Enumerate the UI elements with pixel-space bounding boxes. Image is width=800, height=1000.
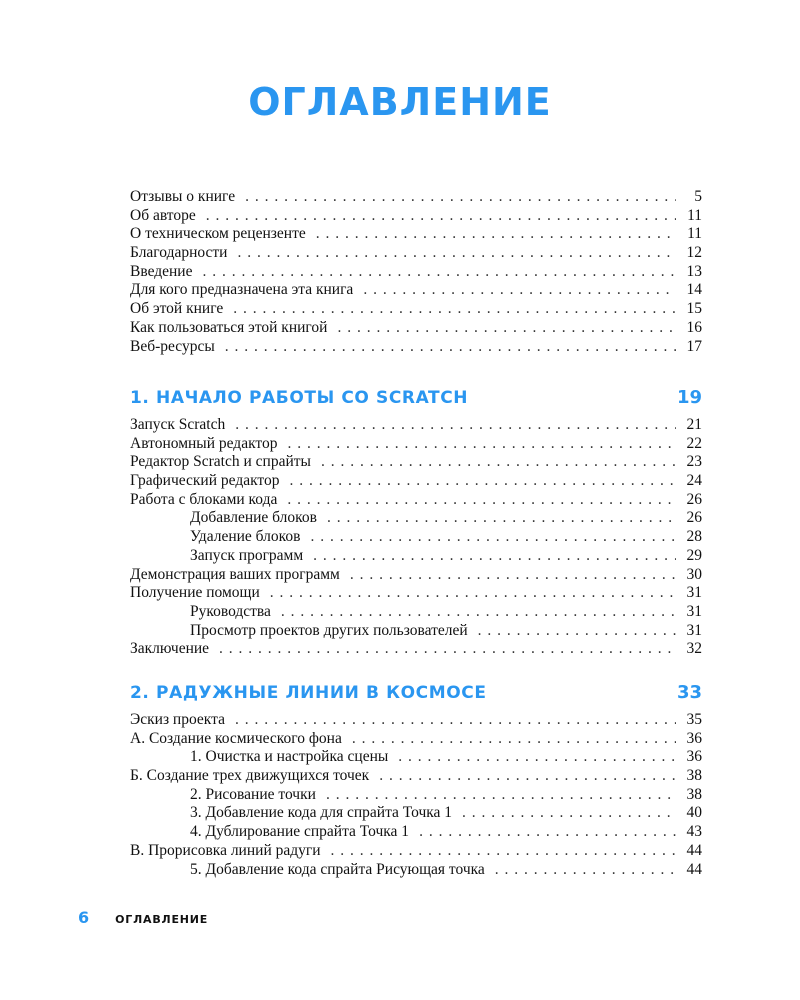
toc-entry-label: Удаление блоков [190,528,301,546]
dot-leader [321,453,676,472]
toc-entry[interactable] [130,188,702,207]
toc-entry-label: Об авторе [130,206,196,224]
chapter-heading[interactable] [130,386,702,416]
toc-subentry[interactable] [130,509,702,528]
toc-entry[interactable] [130,281,702,300]
footer-running-title: ОГЛАВЛЕНИЕ [115,913,209,926]
toc-entry-label: А. Создание космического фона [130,729,342,747]
toc-entry[interactable] [130,435,702,454]
toc-entry-page: 36 [686,748,702,766]
toc-entry[interactable] [130,584,702,603]
toc-entry-page: 44 [686,860,702,878]
dot-leader [327,509,676,528]
toc-entry-page: 11 [687,225,702,243]
toc-entry-label: Работа с блоками кода [130,490,278,508]
toc-entry-page: 31 [686,584,702,602]
dot-leader [270,584,676,603]
toc-entry[interactable] [130,207,702,226]
toc-entry-page: 21 [686,416,702,433]
toc-entry-page: 13 [686,262,702,280]
toc-entry[interactable] [130,225,702,244]
toc-entry-page: 35 [686,711,702,728]
chapter-page: 33 [676,682,702,703]
toc-entry-label: Как пользоваться этой книгой [130,318,328,336]
toc-entry-label: В. Прорисовка линий радуги [130,841,321,859]
toc-entry-label: 5. Добавление кода спрайта Рисующая точка [190,860,485,878]
toc-entry-label: 3. Добавление кода для спрайта Точка 1 [190,804,453,822]
toc-entry[interactable] [130,767,702,786]
toc-entry-label: Б. Создание трех движущихся точек [130,767,370,785]
toc-chapter-1 [130,386,702,659]
dot-leader [331,842,676,861]
dot-leader [287,491,676,510]
dot-leader [289,472,676,491]
toc-entry-page: 17 [686,337,702,355]
dot-leader [363,281,676,300]
chapter-title: 2. РАДУЖНЫЕ ЛИНИИ В КОСМОСЕ [130,683,487,703]
toc-entry-page: 32 [686,640,702,658]
toc-entry-label: Для кого предназначена эта книга [130,281,354,299]
toc-entry-page: 28 [686,528,702,546]
dot-leader [478,622,676,641]
toc-subentry[interactable] [130,804,702,823]
chapter-title: 1. НАЧАЛО РАБОТЫ СО SCRATCH [130,388,469,408]
toc-entry[interactable] [130,566,702,585]
dot-leader [287,435,676,454]
toc-entry-label: Запуск программ [190,546,304,564]
toc-entry-page: 29 [686,546,702,564]
toc-entry-label: 2. Рисование точки [190,785,316,803]
toc-subentry[interactable] [130,823,702,842]
dot-leader [337,319,676,338]
footer-page-number: 6 [78,908,90,927]
chapter-heading[interactable] [130,681,702,711]
toc-entry[interactable] [130,842,702,861]
toc-entry-label: Благодарности [130,244,228,262]
toc-subentry[interactable] [130,547,702,566]
toc-entry[interactable] [130,319,702,338]
toc-entry-page: 31 [686,602,702,620]
toc-entry[interactable] [130,416,702,435]
toc-entry-label: Автономный редактор [130,434,278,452]
toc-subentry[interactable] [130,861,702,880]
toc-entry-label: 1. Очистка и настройка сцены [190,748,389,766]
toc-entry-page: 16 [686,318,702,336]
dot-leader [313,547,676,566]
toc-entry-label: Веб-ресурсы [130,337,215,355]
dot-leader [281,603,676,622]
toc-entry-label: О техническом рецензенте [130,225,306,243]
dot-leader [237,244,676,263]
dot-leader [326,786,676,805]
toc-entry-label: Руководства [190,602,271,620]
toc-entry-page: 36 [686,729,702,747]
toc-entry-page: 31 [686,621,702,639]
dot-leader [235,711,676,730]
toc-entry-page: 44 [686,841,702,859]
toc-entry-page: 30 [686,565,702,583]
toc-entry[interactable] [130,491,702,510]
toc-subentry[interactable] [130,622,702,641]
dot-leader [206,207,676,226]
toc-entry-label: Просмотр проектов других пользователей [190,621,468,639]
toc-entry[interactable] [130,263,702,282]
dot-leader [398,748,676,767]
toc-entry-page: 40 [686,804,702,822]
dot-leader [219,640,676,659]
toc-entry-label: Графический редактор [130,472,280,490]
toc-entry-page: 26 [686,509,702,527]
toc-entry[interactable] [130,453,702,472]
dot-leader [316,225,676,244]
dot-leader [233,300,676,319]
toc-entry[interactable] [130,338,702,357]
toc-entry-page: 38 [686,785,702,803]
toc-entry-page: 22 [686,434,702,452]
dot-leader [462,804,676,823]
toc-subentry[interactable] [130,603,702,622]
toc-chapter-2 [130,681,702,879]
toc-entry-label: Получение помощи [130,584,260,602]
toc-subentry[interactable] [130,528,702,547]
toc-entry-page: 23 [686,453,702,471]
toc-entry-label: Демонстрация ваших программ [130,565,340,583]
page-title: ОГЛАВЛЕНИЕ [248,80,552,124]
toc-entry-page: 15 [686,300,702,318]
toc-entry-label: Эскиз проекта [130,711,225,728]
toc-entry[interactable] [130,711,702,730]
toc-entry-label: Отзывы о книге [130,188,236,205]
toc-entry-page: 24 [686,472,702,490]
toc-entry-label: 4. Дублирование спрайта Точка 1 [190,823,410,841]
toc-entry-label: Редактор Scratch и спрайты [130,453,311,471]
toc-entry-page: 12 [686,244,702,262]
toc-subentry[interactable] [130,786,702,805]
toc-entry-label: Введение [130,262,193,280]
chapter-page: 19 [676,387,702,408]
toc-entry-label: Об этой книге [130,300,224,318]
toc-entry-page: 11 [687,206,702,224]
toc-entry[interactable] [130,300,702,319]
toc-entry-page: 14 [686,281,702,299]
dot-leader [495,861,676,880]
toc-subentry[interactable] [130,748,702,767]
dot-leader [310,528,676,547]
toc-entry[interactable] [130,244,702,263]
dot-leader [225,338,676,357]
toc-entry-page: 38 [686,767,702,785]
dot-leader [235,416,676,435]
dot-leader [245,188,676,207]
toc-entry-label: Заключение [130,640,210,658]
dot-leader [350,566,676,585]
toc-entry-page: 26 [686,490,702,508]
toc-entry-page: 43 [686,823,702,841]
page-footer [78,908,208,927]
toc-entry[interactable] [130,472,702,491]
dot-leader [202,263,676,282]
toc-entry[interactable] [130,640,702,659]
toc-front-matter [130,188,702,356]
toc-entry-label: Добавление блоков [190,509,317,527]
toc-entry-page: 5 [694,188,702,205]
dot-leader [379,767,676,786]
dot-leader [352,730,676,749]
toc-entry-label: Запуск Scratch [130,416,226,433]
toc-entry[interactable] [130,730,702,749]
dot-leader [419,823,676,842]
